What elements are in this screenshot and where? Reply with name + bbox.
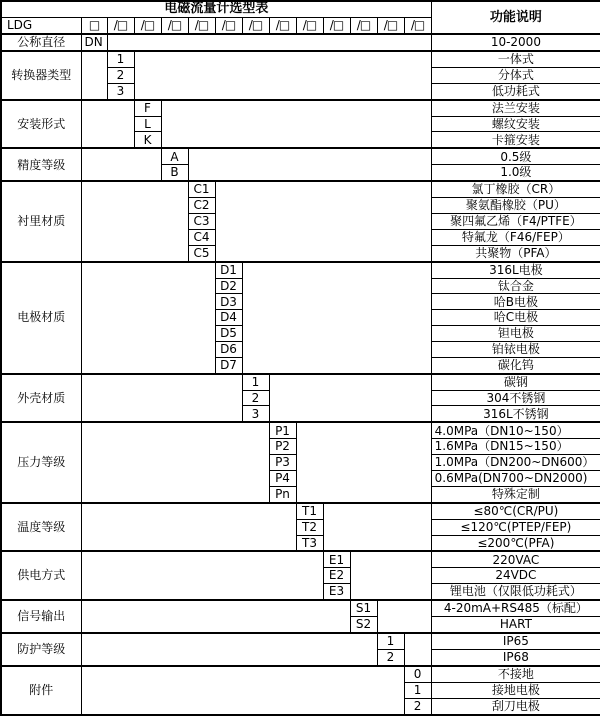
spacer-cell [296,422,431,502]
code-cell: 3 [242,406,269,422]
code-cell: S1 [350,600,377,616]
group-signal-output [1,600,600,616]
code-cell: L [134,116,161,132]
spacer-cell [161,100,431,149]
group-label: 电极材质 [1,262,81,374]
spacer-cell [377,600,431,633]
desc-cell: 低功耗式 [431,83,600,99]
group-label: 公称直径 [1,34,81,51]
group-label: 安装形式 [1,100,81,149]
desc-cell: 0.6MPa(DN700~DN2000) [431,470,600,486]
group-housing-material [1,374,600,390]
desc-cell: 24VDC [431,568,600,584]
group-label: 外壳材质 [1,374,81,423]
code-cell: E3 [323,584,350,600]
code-cell: T3 [296,535,323,551]
code-cell: S2 [350,617,377,633]
desc-cell: 4.0MPa（DN10~150） [431,422,600,438]
model-slot: /□ [188,17,215,34]
model-box: □ [81,17,107,34]
desc-cell: 刮刀电极 [431,698,600,715]
model-slot: /□ [269,17,296,34]
spacer-cell [81,374,242,423]
desc-cell: 特氟龙（F46/FEP） [431,229,600,245]
model-slot: /□ [377,17,404,34]
code-cell: P4 [269,470,296,486]
spacer-cell [215,181,431,261]
code-cell: D1 [215,262,242,278]
desc-cell: 钽电极 [431,326,600,342]
code-cell: 2 [377,649,404,665]
desc-cell: ≤200℃(PFA) [431,535,600,551]
desc-cell: HART [431,617,600,633]
desc-cell: 聚氨酯橡胶（PU） [431,198,600,214]
model-slot: /□ [242,17,269,34]
spacer-cell [81,666,404,715]
group-converter-type [1,51,600,67]
desc-cell: 一体式 [431,51,600,67]
code-cell: 1 [107,51,134,67]
desc-cell: 共聚物（PFA） [431,245,600,261]
desc-cell: 法兰安装 [431,100,600,116]
desc-cell: IP68 [431,649,600,665]
code-cell: E2 [323,568,350,584]
group-label: 温度等级 [1,503,81,552]
model-slot: /□ [134,17,161,34]
code-cell: 2 [404,698,431,715]
code-cell: 0 [404,666,431,682]
group-label: 压力等级 [1,422,81,502]
spacer-cell [188,148,431,181]
spacer-cell [81,633,377,666]
spacer-cell [81,551,323,600]
code-cell: D2 [215,278,242,294]
code-cell: DN [81,34,107,51]
spacer-cell [323,503,431,552]
spacer-cell [81,503,296,552]
code-cell: C5 [188,245,215,261]
group-label: 衬里材质 [1,181,81,261]
desc-cell: 钛合金 [431,278,600,294]
desc-cell: 聚四氟乙烯（F4/PTFE） [431,214,600,230]
group-installation [1,100,600,116]
model-slot: /□ [161,17,188,34]
spacer-cell [81,600,350,633]
spacer-cell [134,51,431,100]
code-cell: B [161,165,188,181]
code-cell: Pn [269,486,296,502]
model-slot: /□ [296,17,323,34]
code-cell: 1 [377,633,404,649]
desc-cell: 1.0级 [431,165,600,181]
desc-cell: 哈C电极 [431,310,600,326]
group-protection-rating [1,633,600,649]
desc-cell: 卡箍安装 [431,132,600,148]
desc-cell: 304不锈钢 [431,390,600,406]
group-label: 信号输出 [1,600,81,633]
group-label: 防护等级 [1,633,81,666]
desc-cell: 1.0MPa（DN200~DN600） [431,455,600,471]
spacer-cell [242,262,431,374]
spacer-cell [81,51,107,100]
desc-cell: 哈B电极 [431,294,600,310]
model-slot: /□ [350,17,377,34]
spacer-cell [81,148,161,181]
code-cell: 2 [242,390,269,406]
code-cell: T1 [296,503,323,519]
spacer-cell [81,262,215,374]
spacer-cell [269,374,431,423]
code-cell: D3 [215,294,242,310]
code-cell: C4 [188,229,215,245]
title-row [1,1,600,17]
spacer-cell [404,633,431,666]
group-lining-material [1,181,600,197]
code-cell: D6 [215,341,242,357]
desc-cell: 220VAC [431,551,600,567]
group-pressure-rating [1,422,600,438]
code-cell: D4 [215,310,242,326]
desc-cell: 接地电极 [431,682,600,698]
desc-cell: 316L不锈钢 [431,406,600,422]
desc-cell: ≤120℃(PTEP/FEP) [431,519,600,535]
desc-cell: 氯丁橡胶（CR） [431,181,600,197]
code-cell: 1 [404,682,431,698]
desc-cell: 4-20mA+RS485（标配） [431,600,600,616]
group-accessories [1,666,600,682]
spacer-cell [81,422,269,502]
model-prefix: LDG [1,17,81,34]
code-cell: P1 [269,422,296,438]
code-cell: K [134,132,161,148]
code-cell: A [161,148,188,164]
desc-cell: IP65 [431,633,600,649]
code-cell: D7 [215,357,242,373]
desc-cell: 不接地 [431,666,600,682]
model-slot: /□ [404,17,431,34]
code-cell: T2 [296,519,323,535]
desc-cell: 1.6MPa（DN15~150） [431,439,600,455]
desc-cell: 螺纹安装 [431,116,600,132]
group-nominal-diameter [1,34,600,51]
group-label: 附件 [1,666,81,715]
code-cell: C2 [188,198,215,214]
spacer-cell [350,551,431,600]
desc-cell: ≤80℃(CR/PU) [431,503,600,519]
code-cell: 1 [242,374,269,390]
group-label: 转换器类型 [1,51,81,100]
code-cell: C1 [188,181,215,197]
desc-cell: 锂电池（仅限低功耗式） [431,584,600,600]
group-power-supply [1,551,600,567]
model-slot: /□ [107,17,134,34]
code-cell: C3 [188,214,215,230]
desc-cell: 铂铱电极 [431,341,600,357]
desc-cell: 特殊定制 [431,486,600,502]
code-cell: E1 [323,551,350,567]
code-cell: 3 [107,83,134,99]
desc-cell: 分体式 [431,67,600,83]
model-slot: /□ [323,17,350,34]
group-label: 供电方式 [1,551,81,600]
desc-cell: 碳化钨 [431,357,600,373]
desc-cell: 0.5级 [431,148,600,164]
spacer-cell [107,34,431,51]
model-slot: /□ [215,17,242,34]
code-cell: D5 [215,326,242,342]
spacer-cell [81,181,188,261]
function-column-header: 功能说明 [431,1,600,34]
code-cell: F [134,100,161,116]
group-label: 精度等级 [1,148,81,181]
code-cell: P2 [269,439,296,455]
group-electrode-material [1,262,600,278]
desc-cell: 10-2000 [431,34,600,51]
code-cell: 2 [107,67,134,83]
desc-cell: 316L电极 [431,262,600,278]
desc-cell: 碳钢 [431,374,600,390]
spacer-cell [81,100,134,149]
group-accuracy [1,148,600,164]
group-temperature-rating [1,503,600,519]
code-cell: P3 [269,455,296,471]
page-title: 电磁流量计选型表 [1,1,431,17]
